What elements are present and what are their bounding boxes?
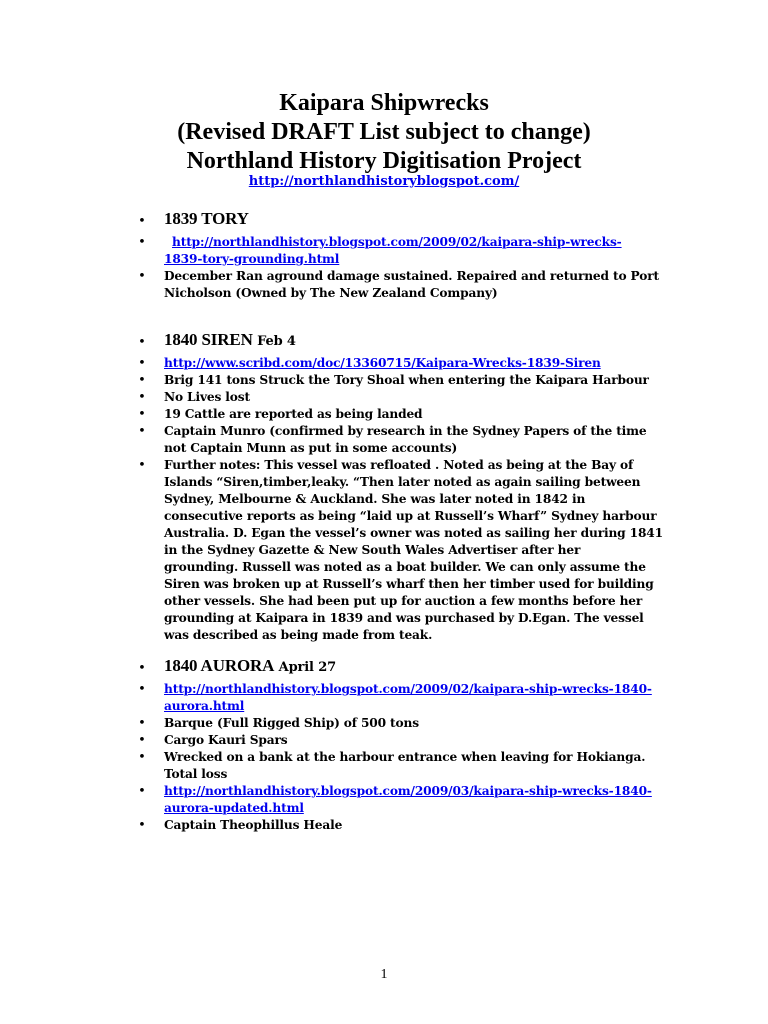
bullet-icon: • [138,716,146,731]
text-line[interactable]: http://northlandhistory.blogspot.com/2009/02/kaipara-ship-wrecks-1840- [164,682,652,696]
text-line[interactable]: http://northlandhistory.blogspot.com/2009/03/kaipara-ship-wrecks-1840- [164,784,652,798]
note-text [164,423,664,457]
wreck-date: April 27 [278,660,336,675]
note-text [164,372,664,389]
text-line[interactable]: http://www.scribd.com/doc/13360715/Kaipara-Wrecks-1839-Siren [164,356,601,370]
text-line: not Captain Munn as put in some accounts) [164,441,458,455]
note-text [164,389,664,406]
entry-title [164,657,664,676]
reference-link[interactable] [164,234,672,268]
entry-title [164,210,664,229]
ship-year-name: 1840 AURORA [164,656,275,675]
bullet-icon: • [138,661,146,676]
text-line: Nicholson (Owned by The New Zealand Company) [164,286,498,300]
text-line: consecutive reports as being “laid up at Russell’s Wharf” Sydney harbour [164,509,657,523]
note-text [164,817,664,834]
note-text [164,268,664,302]
note-text [164,715,664,732]
bullet-icon: • [138,373,146,388]
bullet-icon: • [138,682,146,697]
text-line: in the Sydney Gazette & New South Wales Advertiser after her [164,543,581,557]
text-line[interactable]: 1839-tory-grounding.html [164,252,340,266]
document-title: Kaipara Shipwrecks [279,90,489,116]
bullet-icon: • [138,733,146,748]
text-line[interactable]: aurora-updated.html [164,801,304,815]
text-line[interactable]: http://northlandhistory.blogspot.com/2009/02/kaipara-ship-wrecks- [172,235,622,249]
bullet-icon: • [138,818,146,833]
text-line: Captain Theophillus Heale [164,818,343,832]
text-line[interactable]: aurora.html [164,699,245,713]
ship-year-name: 1839 TORY [164,209,249,228]
text-line: Siren was broken up at Russell’s wharf then her timber used for building [164,577,654,591]
bullet-icon: • [138,335,146,350]
text-line: Total loss [164,767,228,781]
text-line: Barque (Full Rigged Ship) of 500 tons [164,716,419,730]
text-line: Brig 141 tons Struck the Tory Shoal when entering the Kaipara Harbour [164,373,649,387]
text-line: was described as being made from teak. [164,628,433,642]
reference-link[interactable] [164,355,664,372]
bullet-icon: • [138,458,146,473]
text-line: Cargo Kauri Spars [164,733,288,747]
text-line: 19 Cattle are reported as being landed [164,407,423,421]
text-line: Further notes: This vessel was refloated . Noted as being at the Bay of [164,458,634,472]
text-line: grounding at Kaipara in 1839 and was purchased by D.Egan. The vessel [164,611,644,625]
text-line: Sydney, Melbourne & Auckland. She was later noted in 1842 in [164,492,586,506]
text-line: other vessels. She had been put up for auction a few months before her [164,594,643,608]
text-line: Islands “Siren,timber,leaky. “Then later noted as again sailing between [164,475,641,489]
note-text [164,732,664,749]
blog-link[interactable]: http://northlandhistoryblogspot.com/ [248,174,520,189]
bullet-icon: • [138,407,146,422]
bullet-icon: • [138,235,146,250]
text-line: No Lives lost [164,390,250,404]
note-text [164,749,664,783]
bullet-icon: • [138,356,146,371]
document-subtitle: (Revised DRAFT List subject to change) [177,119,591,145]
bullet-icon: • [138,269,146,284]
note-text [164,406,664,423]
entry-title [164,331,664,350]
text-line: Captain Munro (confirmed by research in the Sydney Papers of the time [164,424,647,438]
text-line: Australia. D. Egan the vessel’s owner was noted as sailing her during 1841 [164,526,663,540]
wreck-date: Feb 4 [257,334,296,349]
project-title: Northland History Digitisation Project [186,148,582,174]
bullet-icon: • [138,424,146,439]
page-number: 1 [380,967,388,982]
bullet-icon: • [138,750,146,765]
text-line: Wrecked on a bank at the harbour entrance when leaving for Hokianga. [164,750,646,764]
text-line: December Ran aground damage sustained. Repaired and returned to Port [164,269,659,283]
bullet-icon: • [138,784,146,799]
ship-year-name: 1840 SIREN [164,330,253,349]
text-line: grounding. Russell was noted as a boat builder. We can only assume the [164,560,646,574]
note-text [164,457,664,644]
reference-link[interactable] [164,783,664,817]
bullet-icon: • [138,214,146,229]
reference-link[interactable] [164,681,664,715]
bullet-icon: • [138,390,146,405]
